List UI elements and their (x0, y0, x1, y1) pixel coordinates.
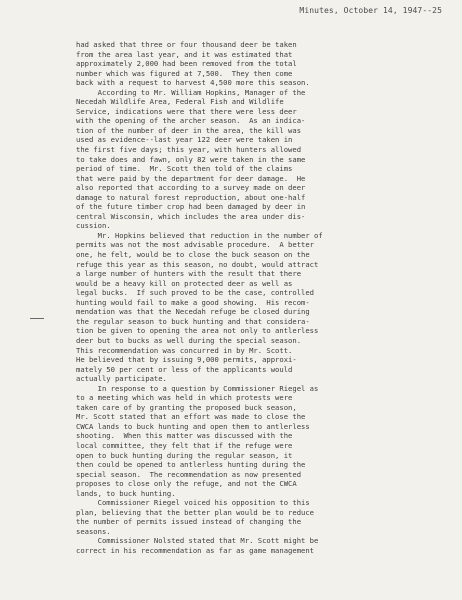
text-line: According to Mr. William Hopkins, Manager of the (76, 87, 306, 97)
text-line: to a meeting which was held in which protests were (76, 393, 293, 403)
text-line: tion of the number of deer in the area, the kill was (76, 125, 302, 135)
text-line: deer but to bucks as well during the special season. (76, 335, 302, 345)
text-line: hunting would fail to make a good showing. His recom- (76, 297, 310, 307)
text-line: central Wisconsin, which includes the area under dis- (76, 211, 306, 221)
paragraph (76, 384, 428, 499)
paragraph (76, 40, 428, 88)
paragraph (76, 536, 428, 555)
text-line: legal bucks. If such proved to be the case, controlled (76, 288, 314, 298)
text-line: refuge this year as this season, no doubt, would attract (76, 259, 319, 269)
text-line: special season. The recommendation as now presented (76, 469, 302, 479)
text-line: proposes to close only the refuge, and not the CWCA (76, 479, 297, 489)
text-line: He believed that by issuing 9,000 permits, approxi- (76, 355, 297, 365)
text-line: one, he felt, would be to close the buck season on the (76, 250, 310, 260)
text-line: Mr. Scott stated that an effort was made to close the (76, 412, 306, 422)
text-line: open to buck hunting during the regular season, it (76, 450, 293, 460)
text-line: CWCA lands to buck hunting and open them to antlerless (76, 421, 310, 431)
text-line: mendation was that the Necedah refuge be closed during (76, 307, 310, 317)
text-line: Mr. Hopkins believed that reduction in the number of (76, 230, 323, 240)
text-line: tion be given to opening the area not only to antlerless (76, 326, 319, 336)
text-line: the number of permits issued instead of changing the (76, 517, 302, 527)
text-line: correct in his recommendation as far as game management (76, 545, 314, 555)
text-line: with the opening of the archer season. As an indica- (76, 116, 306, 126)
text-line: actually participate. (76, 374, 167, 384)
text-line: permits was not the most advisable procedure. A better (76, 240, 314, 250)
document-body (76, 40, 428, 556)
text-line: In response to a question by Commissioner Riegel as (76, 383, 319, 393)
text-line: had asked that three or four thousand deer be taken (76, 40, 297, 49)
text-line: taken care of by granting the proposed buck season, (76, 402, 297, 412)
text-line: plan, believing that the better plan would be to reduce (76, 507, 314, 517)
page-header: Minutes, October 14, 1947--25 (299, 6, 442, 15)
text-line: shooting. When this matter was discussed with the (76, 431, 293, 441)
text-line: This recommendation was concurred in by Mr. Scott. (76, 345, 293, 355)
text-line: that were paid by the department for deer damage. He (76, 173, 306, 183)
text-line: the first five days; this year, with hunters allowed (76, 145, 302, 155)
text-line: number which was figured at 7,500. They then come (76, 68, 293, 78)
text-line: of the future timber crop had been damaged by deer in (76, 202, 306, 212)
text-line: then could be opened to antlerless hunting during the (76, 460, 306, 470)
text-line: Commissioner Nolsted stated that Mr. Scott might be (76, 536, 319, 546)
text-line: a large number of hunters with the result that there (76, 269, 302, 279)
text-line: also reported that according to a survey made on deer (76, 183, 306, 193)
text-line: period of time. Mr. Scott then told of the claims (76, 164, 293, 174)
text-line: cussion. (76, 221, 111, 231)
text-line: Commissioner Riegel voiced his opposition to this (76, 498, 310, 508)
text-line: Necedah Wildlife Area, Federal Fish and Wildlife (76, 97, 284, 107)
paragraph (76, 88, 428, 231)
text-line: approximately 2,000 had been removed from the total (76, 59, 297, 69)
text-line: from the area last year, and it was estimated that (76, 49, 293, 59)
text-line: mately 50 per cent or less of the applicants would (76, 364, 293, 374)
text-line: the regular season to buck hunting and that considera- (76, 316, 310, 326)
text-line: seasons. (76, 526, 111, 536)
text-line: Service, indications were that there were less deer (76, 106, 297, 116)
text-line: to take does and fawn, only 82 were taken in the same (76, 154, 306, 164)
text-line: local committee, they felt that if the refuge were (76, 440, 293, 450)
text-line: used as evidence--last year 122 deer were taken in (76, 135, 293, 145)
text-line: damage to natural forest reproduction, about one-half (76, 192, 306, 202)
text-line: lands, to buck hunting. (76, 488, 176, 498)
text-line: back with a request to harvest 4,500 more this season. (76, 78, 310, 88)
text-line: would be a heavy kill on protected deer as well as (76, 278, 293, 288)
margin-pencil-mark (30, 318, 44, 319)
paragraph (76, 498, 428, 536)
paragraph (76, 231, 428, 384)
